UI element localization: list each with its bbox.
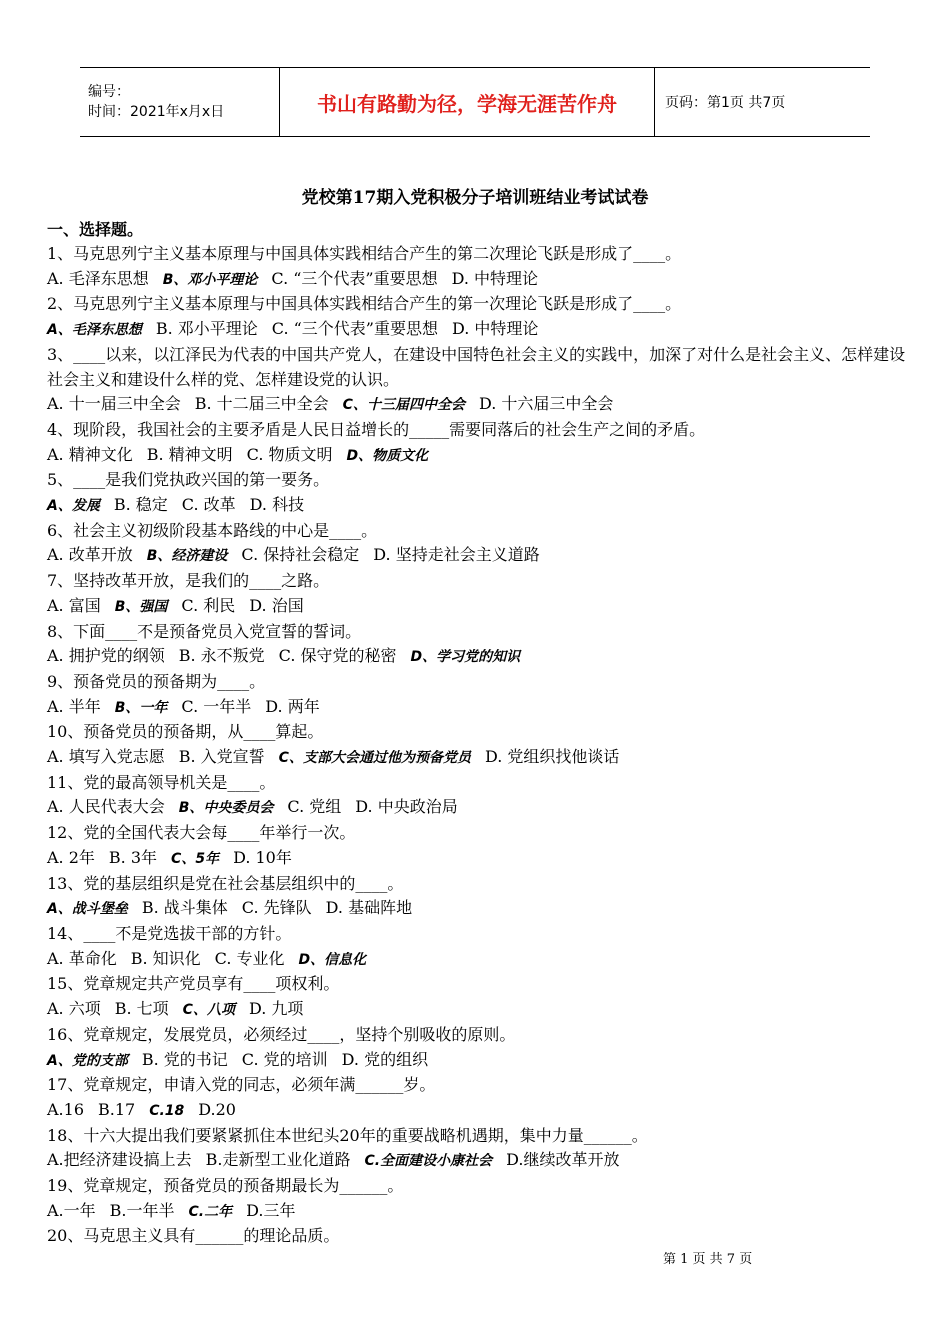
option-row xyxy=(47,1048,907,1074)
question-text: 6、社会主义初级阶段基本路线的中心是____。 xyxy=(47,520,378,540)
answer-option: D. 党组织找他谈话 xyxy=(484,747,620,767)
header-motto: 书山有路勤为径，学海无涯苦作舟 xyxy=(280,68,655,136)
answer-option: D. 十六届三中全会 xyxy=(478,394,614,414)
answer-option: A. 改革开放 xyxy=(47,545,133,565)
answer-option: D. 中特理论 xyxy=(451,268,539,288)
option-row xyxy=(47,493,907,519)
question-text: 1、马克思列宁主义基本原理与中国具体实践相结合产生的第二次理论飞跃是形成了____。 xyxy=(47,244,682,263)
answer-option: D. 党的组织 xyxy=(341,1049,429,1069)
answer-option: B. 永不叛党 xyxy=(178,646,265,666)
answer-option: A.一年 xyxy=(47,1200,96,1220)
question-text: 3、____以来，以江泽民为代表的中国共产党人，在建设中国特色社会主义的实践中，加深了对什么是社会主义、怎样建设社会主义和建设什么样的党、怎样建设党的认识。 xyxy=(47,344,906,389)
answer-option: C. 保持社会稳定 xyxy=(241,545,360,565)
answer-option: A. 十一届三中全会 xyxy=(47,394,181,414)
answer-option: C. 物质文明 xyxy=(246,444,333,464)
exam-title: 党校第17期入党积极分子培训班结业考试试卷 xyxy=(301,188,649,208)
answer-option: A. 六项 xyxy=(47,999,101,1019)
answer-option-selected: A、毛泽东思想 xyxy=(47,322,142,339)
question-text: 10、预备党员的预备期，从____算起。 xyxy=(47,722,324,742)
option-row xyxy=(47,1148,907,1174)
question-text: 4、现阶段，我国社会的主要矛盾是人民日益增长的_____需要同落后的社会生产之间的矛盾。 xyxy=(47,419,706,439)
answer-option: B. 精神文明 xyxy=(146,444,233,464)
option-row xyxy=(47,745,907,771)
answer-option-selected: A、党的支部 xyxy=(47,1052,128,1069)
answer-option: B. 七项 xyxy=(114,999,169,1019)
answer-option-selected: C.二年 xyxy=(188,1203,233,1220)
answer-option: C. “三个代表”重要思想 xyxy=(271,268,438,288)
question-text: 5、____是我们党执政兴国的第一要务。 xyxy=(47,470,330,490)
answer-option: A. 填写入党志愿 xyxy=(47,747,165,767)
answer-option: A. 精神文化 xyxy=(47,444,133,464)
answer-option: C. 党组 xyxy=(287,797,342,817)
answer-option: C. 先锋队 xyxy=(241,898,312,918)
option-row xyxy=(47,644,907,670)
question-text: 12、党的全国代表大会每____年举行一次。 xyxy=(47,823,356,843)
answer-option: D.继续改革开放 xyxy=(506,1150,620,1170)
option-row xyxy=(47,594,907,620)
question-text: 19、党章规定，预备党员的预备期最长为______。 xyxy=(47,1176,404,1196)
answer-option: C. 党的培训 xyxy=(241,1049,328,1069)
option-row xyxy=(47,1098,907,1124)
answer-option: B.17 xyxy=(98,1099,136,1119)
answer-option-selected: B、一年 xyxy=(114,699,168,716)
answer-option: C. 保守党的秘密 xyxy=(278,646,397,666)
answer-option: C. 改革 xyxy=(181,495,236,515)
time-label: 时间：2021年x月x日 xyxy=(88,104,225,120)
answer-option: B. 稳定 xyxy=(113,495,168,515)
answer-option: B. 十二届三中全会 xyxy=(194,394,329,414)
answer-option: A. 富国 xyxy=(47,595,101,615)
header-page-info: 页码：第1页 共7页 xyxy=(665,95,786,111)
answer-option-selected: C.18 xyxy=(149,1102,185,1119)
answer-option-selected: D、信息化 xyxy=(298,951,367,968)
question-text: 9、预备党员的预备期为____。 xyxy=(47,671,266,691)
answer-option: D. 10年 xyxy=(233,847,292,867)
question-text: 8、下面____不是预备党员入党宣誓的誓词。 xyxy=(47,621,362,641)
answer-option-selected: B、经济建设 xyxy=(146,548,228,565)
option-row xyxy=(47,443,907,469)
question-text: 13、党的基层组织是党在社会基层组织中的____。 xyxy=(47,873,404,893)
question-text: 14、____不是党选拔干部的方针。 xyxy=(47,923,292,943)
page-footer: 第 1 页 共 7 页 xyxy=(663,1252,753,1267)
option-row xyxy=(47,543,907,569)
answer-option: A. 2年 xyxy=(47,847,95,867)
option-row xyxy=(47,695,907,721)
question-text: 11、党的最高领导机关是____。 xyxy=(47,772,276,792)
answer-option: C. 专业化 xyxy=(214,948,285,968)
answer-option-selected: C、八项 xyxy=(182,1002,235,1019)
question-text: 7、坚持改革开放，是我们的____之路。 xyxy=(47,571,330,591)
option-row xyxy=(47,846,907,872)
answer-option: A. 拥护党的纲领 xyxy=(47,646,165,666)
question-text: 2、马克思列宁主义基本原理与中国具体实践相结合产生的第一次理论飞跃是形成了____。 xyxy=(47,294,682,314)
answer-option: A. 毛泽东思想 xyxy=(47,268,149,288)
number-label: 编号： xyxy=(88,84,130,100)
option-row xyxy=(47,392,907,418)
answer-option: C. 一年半 xyxy=(181,696,252,716)
section-heading: 一、选择题。 xyxy=(47,220,144,239)
answer-option-selected: B、邓小平理论 xyxy=(162,271,258,288)
answer-option-selected: A、发展 xyxy=(47,498,100,515)
option-row xyxy=(47,896,907,922)
answer-option: D.20 xyxy=(198,1099,236,1119)
answer-option-selected: D、学习党的知识 xyxy=(410,649,521,666)
option-row xyxy=(47,947,907,973)
answer-option: D. 中特理论 xyxy=(452,319,539,339)
answer-option: B. 战斗集体 xyxy=(141,898,228,918)
answer-option: B. 入党宣誓 xyxy=(178,747,265,767)
question-text: 20、马克思主义具有______的理论品质。 xyxy=(47,1226,340,1246)
header-left xyxy=(80,68,280,136)
option-row xyxy=(47,997,907,1023)
page-header xyxy=(80,67,870,137)
answer-option: D. 坚持走社会主义道路 xyxy=(373,545,540,565)
answer-option-selected: B、强国 xyxy=(114,598,168,615)
answer-option: D. 中央政治局 xyxy=(355,797,458,817)
question-list xyxy=(47,218,907,1249)
answer-option: B. 3年 xyxy=(108,847,158,867)
answer-option: A.把经济建设搞上去 xyxy=(47,1150,192,1170)
answer-option-selected: A、战斗堡垒 xyxy=(47,901,128,918)
answer-option: A.16 xyxy=(47,1099,84,1119)
option-row xyxy=(47,795,907,821)
option-row xyxy=(47,317,907,343)
answer-option: D. 九项 xyxy=(248,999,304,1019)
answer-option-selected: C.全面建设小康社会 xyxy=(364,1153,493,1170)
answer-option: B. 邓小平理论 xyxy=(155,319,258,339)
answer-option: D.三年 xyxy=(246,1200,296,1220)
question-text: 17、党章规定，申请入党的同志，必须年满______岁。 xyxy=(47,1075,436,1095)
answer-option-selected: C、支部大会通过他为预备党员 xyxy=(278,750,471,767)
question-text: 18、十六大提出我们要紧紧抓住本世纪头20年的重要战略机遇期，集中力量______。 xyxy=(47,1125,648,1145)
question-text: 15、党章规定共产党员享有____项权利。 xyxy=(47,974,340,994)
answer-option-selected: D、物质文化 xyxy=(346,447,429,464)
answer-option: C. “三个代表”重要思想 xyxy=(271,319,438,339)
answer-option-selected: C、5年 xyxy=(171,850,220,867)
option-row xyxy=(47,1199,907,1225)
answer-option: A. 革命化 xyxy=(47,948,117,968)
answer-option: B. 党的书记 xyxy=(141,1049,228,1069)
option-row xyxy=(47,267,907,293)
question-text: 16、党章规定，发展党员，必须经过____，坚持个别吸收的原则。 xyxy=(47,1024,516,1044)
answer-option: A. 人民代表大会 xyxy=(47,797,165,817)
answer-option: B. 知识化 xyxy=(130,948,201,968)
answer-option: D. 基础阵地 xyxy=(325,898,413,918)
answer-option: B.走新型工业化道路 xyxy=(205,1150,351,1170)
answer-option: D. 两年 xyxy=(265,696,320,716)
answer-option: D. 科技 xyxy=(249,495,305,515)
answer-option: A. 半年 xyxy=(47,696,101,716)
answer-option-selected: C、十三届四中全会 xyxy=(342,397,465,414)
answer-option: B.一年半 xyxy=(109,1200,175,1220)
answer-option: D. 治国 xyxy=(249,595,304,615)
answer-option: C. 利民 xyxy=(181,595,236,615)
answer-option-selected: B、中央委员会 xyxy=(178,800,274,817)
